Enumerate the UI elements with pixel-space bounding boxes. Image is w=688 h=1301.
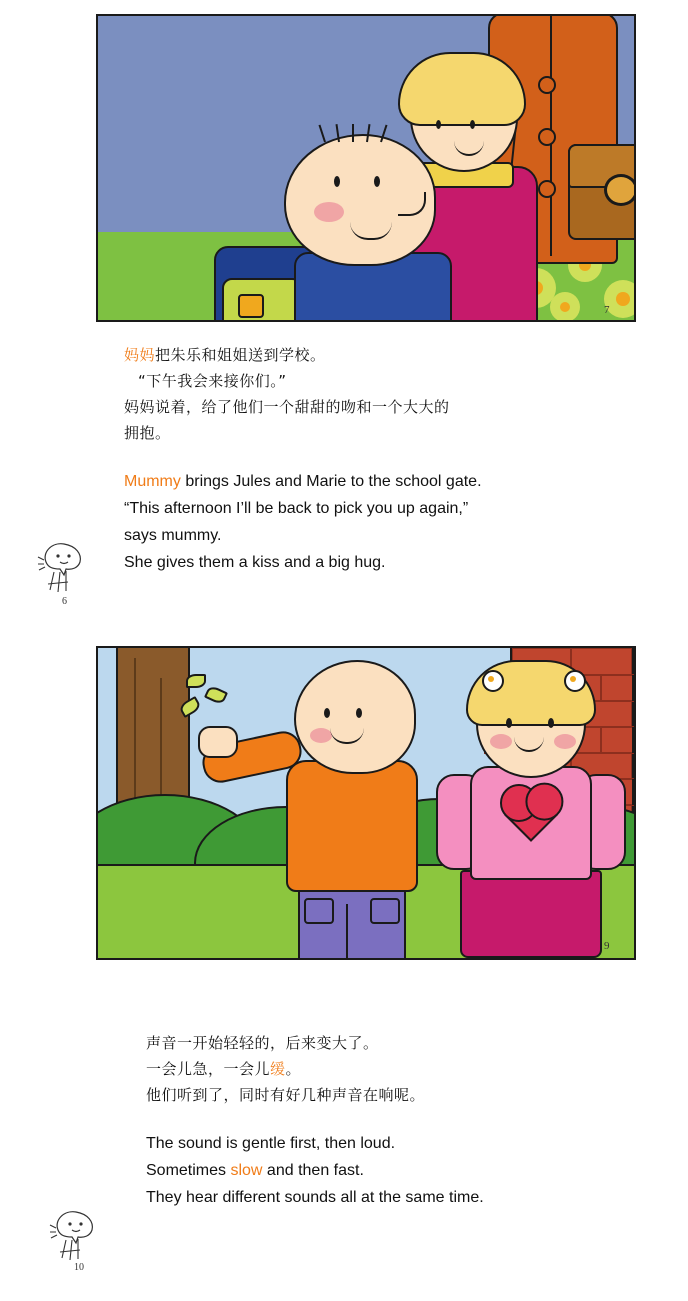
chinese-line bbox=[146, 1082, 616, 1108]
english-paragraph bbox=[124, 468, 594, 576]
boy-hair bbox=[320, 124, 390, 142]
illustration-panel-top bbox=[96, 14, 636, 322]
eye-icon bbox=[334, 176, 340, 187]
cheek-blush bbox=[314, 202, 344, 222]
line-text: 拥抱。 bbox=[124, 424, 171, 442]
line-text: “This afternoon I’ll be back to pick you up again,” bbox=[124, 500, 469, 517]
chinese-line bbox=[146, 1056, 616, 1082]
cheek-blush bbox=[554, 734, 576, 749]
highlight-word: 缓 bbox=[270, 1060, 286, 1078]
highlight-word: slow bbox=[230, 1162, 263, 1179]
line-text: 妈妈说着，给了他们一个甜甜的吻和一个大大的 bbox=[124, 398, 450, 416]
line-text: 一会儿急，一会儿 bbox=[146, 1060, 271, 1078]
backpack-clip bbox=[238, 294, 264, 318]
line-text: She gives them a kiss and a big hug. bbox=[124, 554, 386, 571]
hair-flower-icon bbox=[564, 670, 586, 692]
trouser-pocket bbox=[370, 898, 400, 924]
english-line bbox=[124, 549, 594, 576]
chinese-paragraph bbox=[146, 1030, 616, 1108]
english-paragraph bbox=[146, 1130, 616, 1211]
girl-skirt bbox=[460, 870, 602, 958]
boy-sweater bbox=[286, 760, 418, 892]
boy-hand bbox=[198, 726, 238, 758]
coat-button bbox=[538, 76, 556, 94]
line-text: “下午我会来接你们。” bbox=[138, 372, 287, 390]
eye-icon bbox=[324, 708, 330, 718]
sister-hair bbox=[398, 52, 526, 126]
chinese-line bbox=[124, 368, 594, 394]
line-text: 声音一开始轻轻的，后来变大了。 bbox=[146, 1034, 379, 1052]
chinese-line bbox=[124, 420, 594, 446]
highlight-word: 妈妈 bbox=[124, 346, 156, 364]
line-text: Sometimes bbox=[146, 1162, 231, 1179]
trouser-seam bbox=[346, 904, 348, 960]
cheek-blush bbox=[310, 728, 332, 743]
flower-icon bbox=[550, 292, 580, 322]
eye-icon bbox=[374, 176, 380, 187]
english-line bbox=[124, 522, 594, 549]
line-text: 他们听到了，同时有好几种声音在响呢。 bbox=[146, 1086, 426, 1104]
leaf-icon bbox=[186, 674, 206, 688]
english-line bbox=[146, 1157, 616, 1184]
chinese-paragraph bbox=[124, 342, 594, 446]
eye-icon bbox=[506, 718, 512, 728]
eye-icon bbox=[436, 120, 441, 129]
line-text: 。 bbox=[285, 1060, 302, 1078]
chinese-line bbox=[124, 394, 594, 420]
highlight-word: Mummy bbox=[124, 473, 181, 490]
coat-button bbox=[538, 180, 556, 198]
boy-head bbox=[294, 660, 416, 774]
chinese-line bbox=[146, 1030, 616, 1056]
line-text: 把朱乐和姐姐送到学校。 bbox=[155, 346, 326, 364]
page-number: 6 bbox=[62, 596, 67, 607]
line-text: brings Jules and Marie to the school gate. bbox=[180, 473, 482, 490]
english-line bbox=[124, 495, 594, 522]
hair-flower-icon bbox=[482, 670, 504, 692]
illustration-panel-bottom bbox=[96, 646, 636, 960]
satchel-buckle bbox=[604, 174, 636, 206]
line-text: and then fast. bbox=[262, 1162, 364, 1179]
coat-button bbox=[538, 128, 556, 146]
doodle-character bbox=[48, 1204, 104, 1271]
eye-icon bbox=[548, 718, 554, 728]
english-line bbox=[146, 1184, 616, 1211]
english-line bbox=[146, 1130, 616, 1157]
line-text: The sound is gentle first, then loud. bbox=[146, 1135, 396, 1152]
trouser-pocket bbox=[304, 898, 334, 924]
page-number: 10 bbox=[74, 1262, 84, 1273]
chinese-line bbox=[124, 342, 594, 368]
eye-icon bbox=[470, 120, 475, 129]
doodle-character bbox=[36, 536, 92, 603]
text-block-chinese-english-1 bbox=[124, 342, 594, 576]
text-block-chinese-english-2 bbox=[146, 1030, 616, 1211]
panel-number: 7 bbox=[604, 304, 610, 316]
cheek-blush bbox=[490, 734, 512, 749]
line-text: says mummy. bbox=[124, 527, 222, 544]
line-text: They hear different sounds all at the same time. bbox=[146, 1189, 484, 1206]
eye-icon bbox=[356, 708, 362, 718]
english-line bbox=[124, 468, 594, 495]
panel-number: 9 bbox=[604, 940, 610, 952]
